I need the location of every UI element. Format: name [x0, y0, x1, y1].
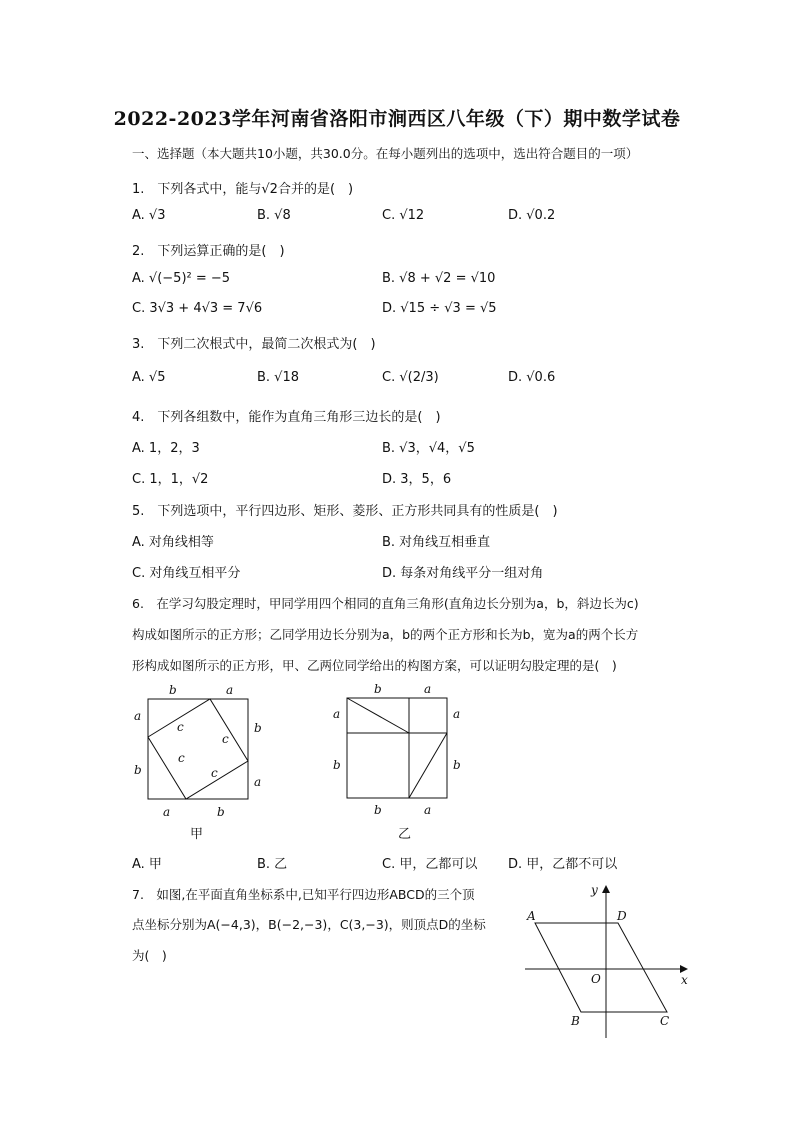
question-4-option-b[interactable]: B. √3，√4，√5	[382, 441, 475, 456]
origin-label: O	[591, 972, 601, 986]
question-2-option-b[interactable]: B. √8 + √2 = √10	[382, 271, 496, 286]
figure-jia-square	[148, 699, 248, 799]
svg-text:b: b	[217, 805, 225, 819]
figure-yi-caption: 乙	[398, 827, 412, 842]
question-1-option-b[interactable]: B. √8	[257, 208, 291, 223]
svg-text:a: a	[226, 683, 234, 697]
svg-text:c: c	[222, 732, 229, 746]
svg-text:a: a	[333, 707, 341, 721]
question-2-option-d[interactable]: D. √15 ÷ √3 = √5	[382, 301, 497, 316]
svg-text:a: a	[424, 803, 432, 817]
question-7-line-3: 为( )	[132, 948, 167, 963]
figure-yi-square	[347, 698, 447, 798]
question-1-option-a[interactable]: A. √3	[132, 208, 166, 223]
question-2-option-a[interactable]: A. √(−5)² = −5	[132, 271, 231, 286]
y-axis-label: y	[591, 883, 598, 897]
question-1-stem: 1. 下列各式中，能与√2合并的是( )	[132, 182, 354, 197]
svg-text:b: b	[374, 803, 382, 817]
question-6-line-2: 构成如图所示的正方形；乙同学用边长分别为a，b的两个正方形和长为b，宽为a的两个长方	[132, 627, 639, 642]
svg-text:b: b	[374, 682, 382, 696]
parallelogram-abcd	[535, 923, 667, 1012]
question-6-option-d[interactable]: D. 甲，乙都不可以	[508, 857, 618, 872]
svg-text:b: b	[134, 763, 142, 777]
vertex-label-d: D	[617, 909, 627, 923]
question-3-stem: 3. 下列二次根式中，最简二次根式为( )	[132, 337, 376, 352]
question-4-option-c[interactable]: C. 1，1，√2	[132, 472, 209, 487]
svg-text:a: a	[424, 682, 432, 696]
x-axis-label: x	[681, 973, 688, 987]
svg-text:a: a	[254, 775, 262, 789]
svg-text:a: a	[134, 709, 142, 723]
page-title: 2022-2023学年河南省洛阳市涧西区八年级（下）期中数学试卷	[113, 108, 681, 130]
svg-text:b: b	[169, 683, 177, 697]
question-3-option-b[interactable]: B. √18	[257, 370, 300, 385]
vertex-label-c: C	[660, 1014, 670, 1028]
question-3-option-c[interactable]: C. √(2/3)	[382, 370, 439, 385]
svg-text:c: c	[177, 720, 184, 734]
question-3-option-a[interactable]: A. √5	[132, 370, 166, 385]
svg-text:b: b	[453, 758, 461, 772]
question-3-option-d[interactable]: D. √0.6	[508, 370, 556, 385]
figure-yi	[325, 680, 475, 845]
vertex-label-b: B	[571, 1014, 580, 1028]
section-heading: 一、选择题（本大题共10小题，共30.0分。在每小题列出的选项中，选出符合题目的一项）	[132, 146, 639, 161]
question-5-option-d[interactable]: D. 每条对角线平分一组对角	[382, 566, 544, 581]
question-4-stem: 4. 下列各组数中，能作为直角三角形三边长的是( )	[132, 410, 441, 425]
question-7-line-2: 点坐标分别为A(−4,3)，B(−2,−3)，C(3,−3)，则顶点D的坐标	[132, 917, 486, 932]
question-7-line-1: 7. 如图,在平面直角坐标系中,已知平行四边形ABCD的三个顶	[132, 887, 475, 902]
svg-text:a: a	[453, 707, 461, 721]
question-6-option-c[interactable]: C. 甲，乙都可以	[382, 857, 478, 872]
coordinate-figure	[515, 880, 700, 1045]
svg-text:c: c	[211, 766, 218, 780]
question-1-option-c[interactable]: C. √12	[382, 208, 425, 223]
vertex-label-a: A	[527, 909, 536, 923]
question-5-option-a[interactable]: A. 对角线相等	[132, 535, 214, 550]
question-6-option-a[interactable]: A. 甲	[132, 857, 162, 872]
svg-text:c: c	[178, 751, 185, 765]
figure-jia-caption: 甲	[190, 827, 204, 842]
question-6-line-1: 6. 在学习勾股定理时，甲同学用四个相同的直角三角形(直角边长分别为a，b，斜边长为c)	[132, 596, 639, 611]
svg-text:a: a	[163, 805, 171, 819]
question-1-option-d[interactable]: D. √0.2	[508, 208, 556, 223]
svg-text:b: b	[254, 721, 262, 735]
question-5-option-c[interactable]: C. 对角线互相平分	[132, 566, 241, 581]
question-6-line-3: 形构成如图所示的正方形，甲、乙两位同学给出的构图方案，可以证明勾股定理的是( )	[132, 658, 617, 673]
question-5-stem: 5. 下列选项中，平行四边形、矩形、菱形、正方形共同具有的性质是( )	[132, 504, 558, 519]
svg-text:b: b	[333, 758, 341, 772]
question-4-option-d[interactable]: D. 3，5，6	[382, 472, 452, 487]
question-2-stem: 2. 下列运算正确的是( )	[132, 244, 285, 259]
question-5-option-b[interactable]: B. 对角线互相垂直	[382, 535, 491, 550]
question-6-option-b[interactable]: B. 乙	[257, 857, 288, 872]
figure-jia	[125, 680, 275, 845]
question-2-option-c[interactable]: C. 3√3 + 4√3 = 7√6	[132, 301, 263, 316]
question-4-option-a[interactable]: A. 1，2，3	[132, 441, 200, 456]
